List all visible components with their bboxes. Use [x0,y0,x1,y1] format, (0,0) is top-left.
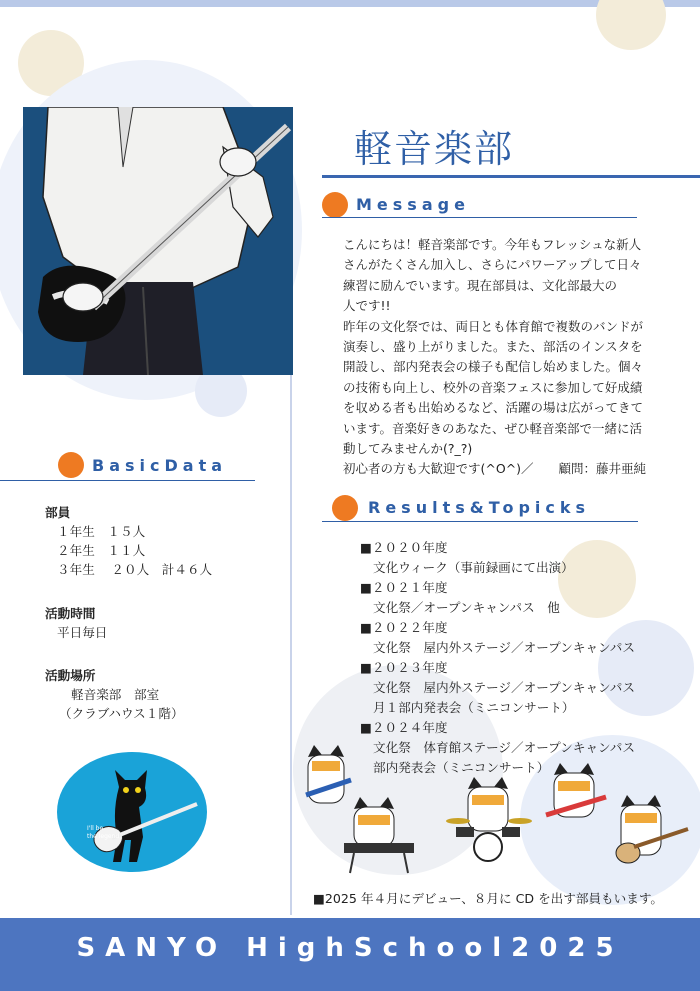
results-item: 文化祭／オープンキャンパス 他 [373,600,560,615]
results-item: 文化祭 体育館ステージ／オープンキャンパス [373,740,635,755]
message-body [343,235,658,480]
page-title: 軽音楽部 [354,127,515,171]
cat-bassist [306,745,351,803]
members-block [45,503,212,579]
cat-band-illustration [296,735,696,875]
cat-guitarist-acoustic [616,795,688,863]
message-heading: Message [356,195,470,214]
message-line: こんにちは！軽音楽部です。今年もフレッシュな新人 [343,237,642,252]
message-line: を収める者も出始めるなど、活躍の場は広がってきて [343,400,644,416]
activity-time-label: 活動時間 [45,606,96,621]
title-underline [322,175,700,178]
message-line: 動してみませんか(?_?) [343,441,473,457]
top-stripe [0,0,700,7]
results-bullet-icon [332,495,358,521]
message-line: さんがたくさん加入し、さらにパワーアップして日々 [343,257,642,273]
results-item: 文化ウィーク（事前録画にて出演） [373,560,574,575]
basicdata-bullet-icon [58,452,84,478]
deco-circle [596,0,666,50]
footer-school-name: SANYO HighSchool2025 [76,933,624,963]
results-year: ■２０２２年度 [360,620,448,635]
message-line: 初心者の方も大歓迎です(^O^)／ 顧問：藤井亜純 [343,461,647,477]
message-bullet-icon [322,192,348,218]
bassist-photo [23,107,293,375]
message-line: います。音楽好きのあなた、ぜひ軽音楽部で一緒に活 [343,420,643,436]
message-rule [322,217,637,218]
activity-place-line: 軽音楽部 部室 [71,687,160,702]
cat-guitarist-logo [57,752,207,872]
activity-place-line: （クラブハウス１階） [59,706,184,721]
members-row: １年生 １５人 [57,524,146,539]
activity-place-block [45,666,184,723]
message-line: の技術も向上し、校外の音楽フェスに参加して好成績 [343,379,643,395]
basicdata-heading: BasicData [92,456,228,475]
debut-note: ■2025 年４月にデビュー、８月に CD を出す部員もいます。 [313,891,663,906]
members-row: ３年生 ２０人 計４６人 [57,562,213,577]
message-line: 昨年の文化祭では、両日とも体育館で複数のバンドが [343,318,644,334]
results-item: 文化祭 屋内外ステージ／オープンキャンパス [373,680,635,695]
results-item: 部内発表会（ミニコンサート） [373,760,550,775]
cat-guitarist-red [546,763,606,817]
cat-keyboardist [344,797,414,873]
logo-text: I'll be [87,825,104,832]
basicdata-rule [0,480,255,481]
results-year: ■２０２４年度 [360,720,448,735]
message-line: 開設し、部内発表会の様子も配信し始めました。個々 [343,359,644,375]
activity-time-value: 平日毎日 [57,625,108,640]
activity-place-label: 活動場所 [45,668,96,683]
results-heading: Results&Topicks [368,498,591,517]
members-label: 部員 [45,505,71,520]
activity-time-block [45,604,107,642]
members-row: ２年生 １１人 [57,543,146,558]
results-year: ■２０２３年度 [360,660,448,675]
cat-drummer [446,777,532,861]
message-line: 練習に励んでいます。現在部員は、文化部最大の [343,277,618,293]
results-rule [322,521,638,522]
results-item: 月１部内発表会（ミニコンサート） [373,700,575,715]
results-year: ■２０２０年度 [360,540,448,555]
message-line: 人です!! [343,298,391,314]
logo-text: the legend [87,833,120,840]
results-item: 文化祭 屋内外ステージ／オープンキャンパス [373,640,635,655]
message-line: 演奏し、盛り上がりました。また、部活のインスタを [343,339,643,355]
results-year: ■２０２１年度 [360,580,448,595]
